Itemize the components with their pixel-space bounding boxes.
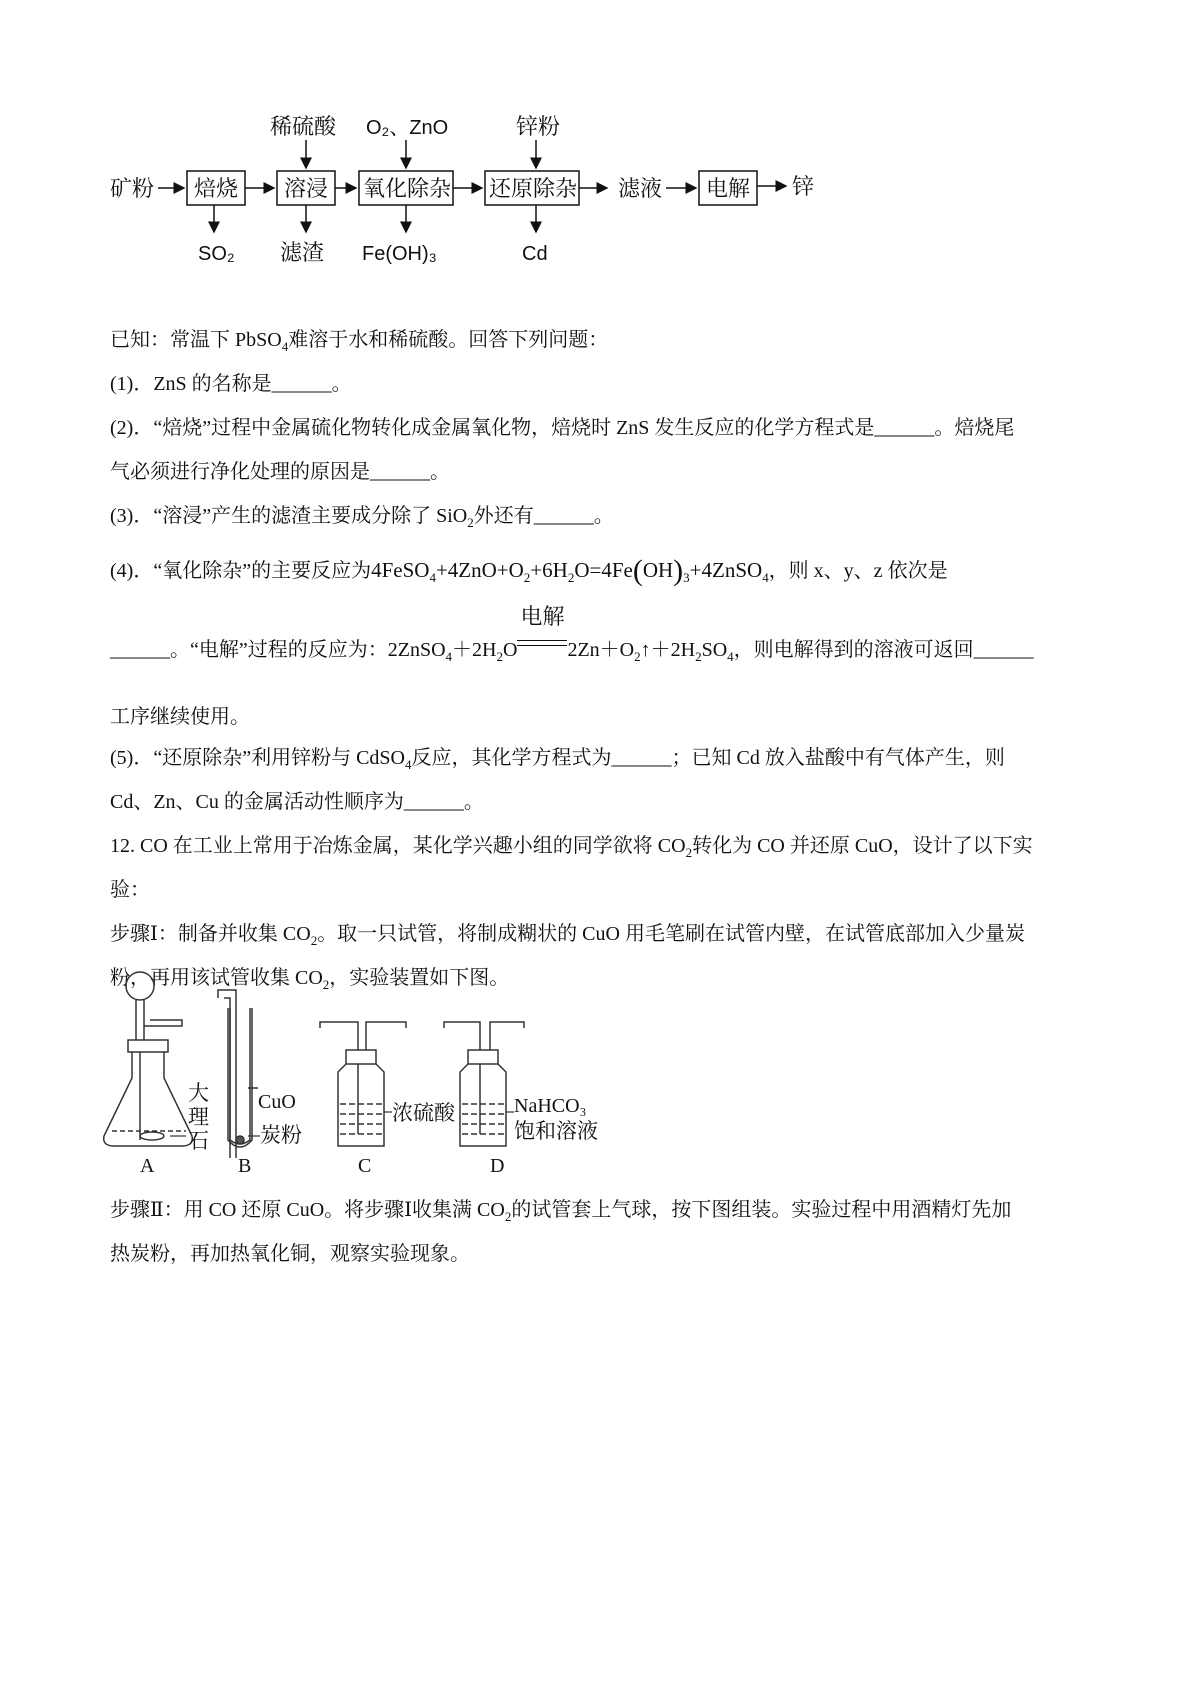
q4-line-end: 工序继续使用。 — [110, 706, 250, 728]
q5-line-cont: Cd、Zn、Cu 的金属活动性顺序为______。 — [110, 791, 484, 813]
known-line: 已知：常温下 PbSO$_4$难溶于水和稀硫酸。回答下列问题： — [110, 329, 609, 354]
label-nahco3: NaHCO₃ — [514, 1095, 587, 1117]
output-reduce-label: Cd — [522, 243, 548, 265]
problem12-line-cont: 验： — [110, 879, 150, 901]
step-roast-label: 焙烧 — [194, 177, 239, 202]
label-marble-3: 石 — [188, 1129, 209, 1153]
input-leach-label: 稀硫酸 — [270, 115, 337, 140]
step1-line-cont: 粉，再用该试管收集 $CO_2$，实验装置如下图。 — [110, 967, 510, 992]
q4-line-electrolysis: ______。“电解”过程的反应为：$2ZnSO_4+2H_2O$ 电解 $2Zn+O_2↑+2H_2SO_4$，则电解得到的溶液可返回______ — [110, 605, 1034, 664]
step-reduce-label: 还原除杂 — [489, 177, 578, 202]
label-marble-2: 理 — [188, 1105, 209, 1129]
letter-b: B — [238, 1155, 252, 1177]
step-electrolysis-label: 电解 — [706, 177, 751, 202]
letter-a: A — [140, 1155, 155, 1177]
label-acid: 浓硫酸 — [392, 1101, 455, 1125]
flow-start-label: 矿粉 — [110, 177, 155, 202]
q2-line-cont: 气必须进行净化处理的原因是______。 — [110, 461, 450, 483]
letter-d: D — [490, 1155, 505, 1177]
q3-line: (3)．“溶浸”产生的滤渣主要成分除了 SiO$_2$外还有______。 — [110, 505, 614, 530]
problem12-line: 12. CO 在工业上常用于冶炼金属，某化学兴趣小组的同学欲将 $CO_2$转化为 CO 并还原 CuO，设计了以下实 — [110, 835, 1033, 860]
apparatus-c — [320, 1022, 406, 1146]
step-oxidize-label: 氧化除杂 — [363, 177, 452, 202]
step1-line: 步骤Ⅰ：制备并收集 $CO_2$。取一只试管，将制成糊状的 CuO 用毛笔刷在试管内壁，在试管底部加入少量炭 — [110, 923, 1025, 948]
step-leach-label: 溶浸 — [284, 177, 329, 202]
label-saturated: 饱和溶液 — [514, 1119, 598, 1143]
q2-line: (2)．“焙烧”过程中金属硫化物转化成金属氧化物，焙烧时 ZnS 发生反应的化学方程式是______。焙烧尾 — [110, 417, 1015, 439]
step2-line-cont: 热炭粉，再加热氧化铜，观察实验现象。 — [110, 1243, 470, 1265]
apparatus-b — [218, 990, 258, 1158]
step2-text — [110, 1188, 1100, 1276]
input-reduce-label: 锌粉 — [516, 115, 561, 140]
output-oxidize-label: Fe(OH)₃ — [362, 243, 437, 265]
question-text — [110, 318, 1100, 1000]
flow-filtrate-label: 滤液 — [618, 177, 663, 202]
q5-line: (5)．“还原除杂”利用锌粉与 CdSO$_4$反应，其化学方程式为______；已知 Cd 放入盐酸中有气体产生，则 — [110, 747, 1005, 772]
oxidation-equation: $4FeSO_4+4ZnO+O_2+6H_2O=4Fe(OH)_3+4ZnSO_4$ — [371, 554, 769, 587]
q4-line: (4)．“氧化除杂”的主要反应为$4FeSO_4+4ZnO+O_2+6H_2O=4Fe(OH)_3+4ZnSO_4$，则 x、y、z 依次是 — [110, 554, 948, 587]
input-oxidize-label: O₂、ZnO — [366, 117, 449, 139]
process-flowchart — [110, 110, 830, 270]
output-roast-label: SO₂ — [198, 243, 235, 265]
step2-line: 步骤Ⅱ：用 CO 还原 CuO。将步骤Ⅰ收集满 $CO_2$的试管套上气球，按下图组装。实验过程中用酒精灯先加 — [110, 1199, 1012, 1224]
q1-line: (1)．ZnS 的名称是______。 — [110, 373, 352, 395]
label-marble-1: 大 — [188, 1081, 209, 1105]
apparatus-figure — [100, 968, 660, 1183]
flow-end-label: 锌 — [792, 175, 815, 200]
output-leach-label: 滤渣 — [280, 241, 325, 266]
letter-c: C — [358, 1155, 372, 1177]
apparatus-a — [104, 972, 193, 1146]
label-cuo: CuO — [258, 1091, 296, 1113]
apparatus-d — [444, 1022, 524, 1146]
electrolysis-condition: 电解 — [517, 636, 567, 656]
label-carbon: 炭粉 — [260, 1123, 302, 1147]
